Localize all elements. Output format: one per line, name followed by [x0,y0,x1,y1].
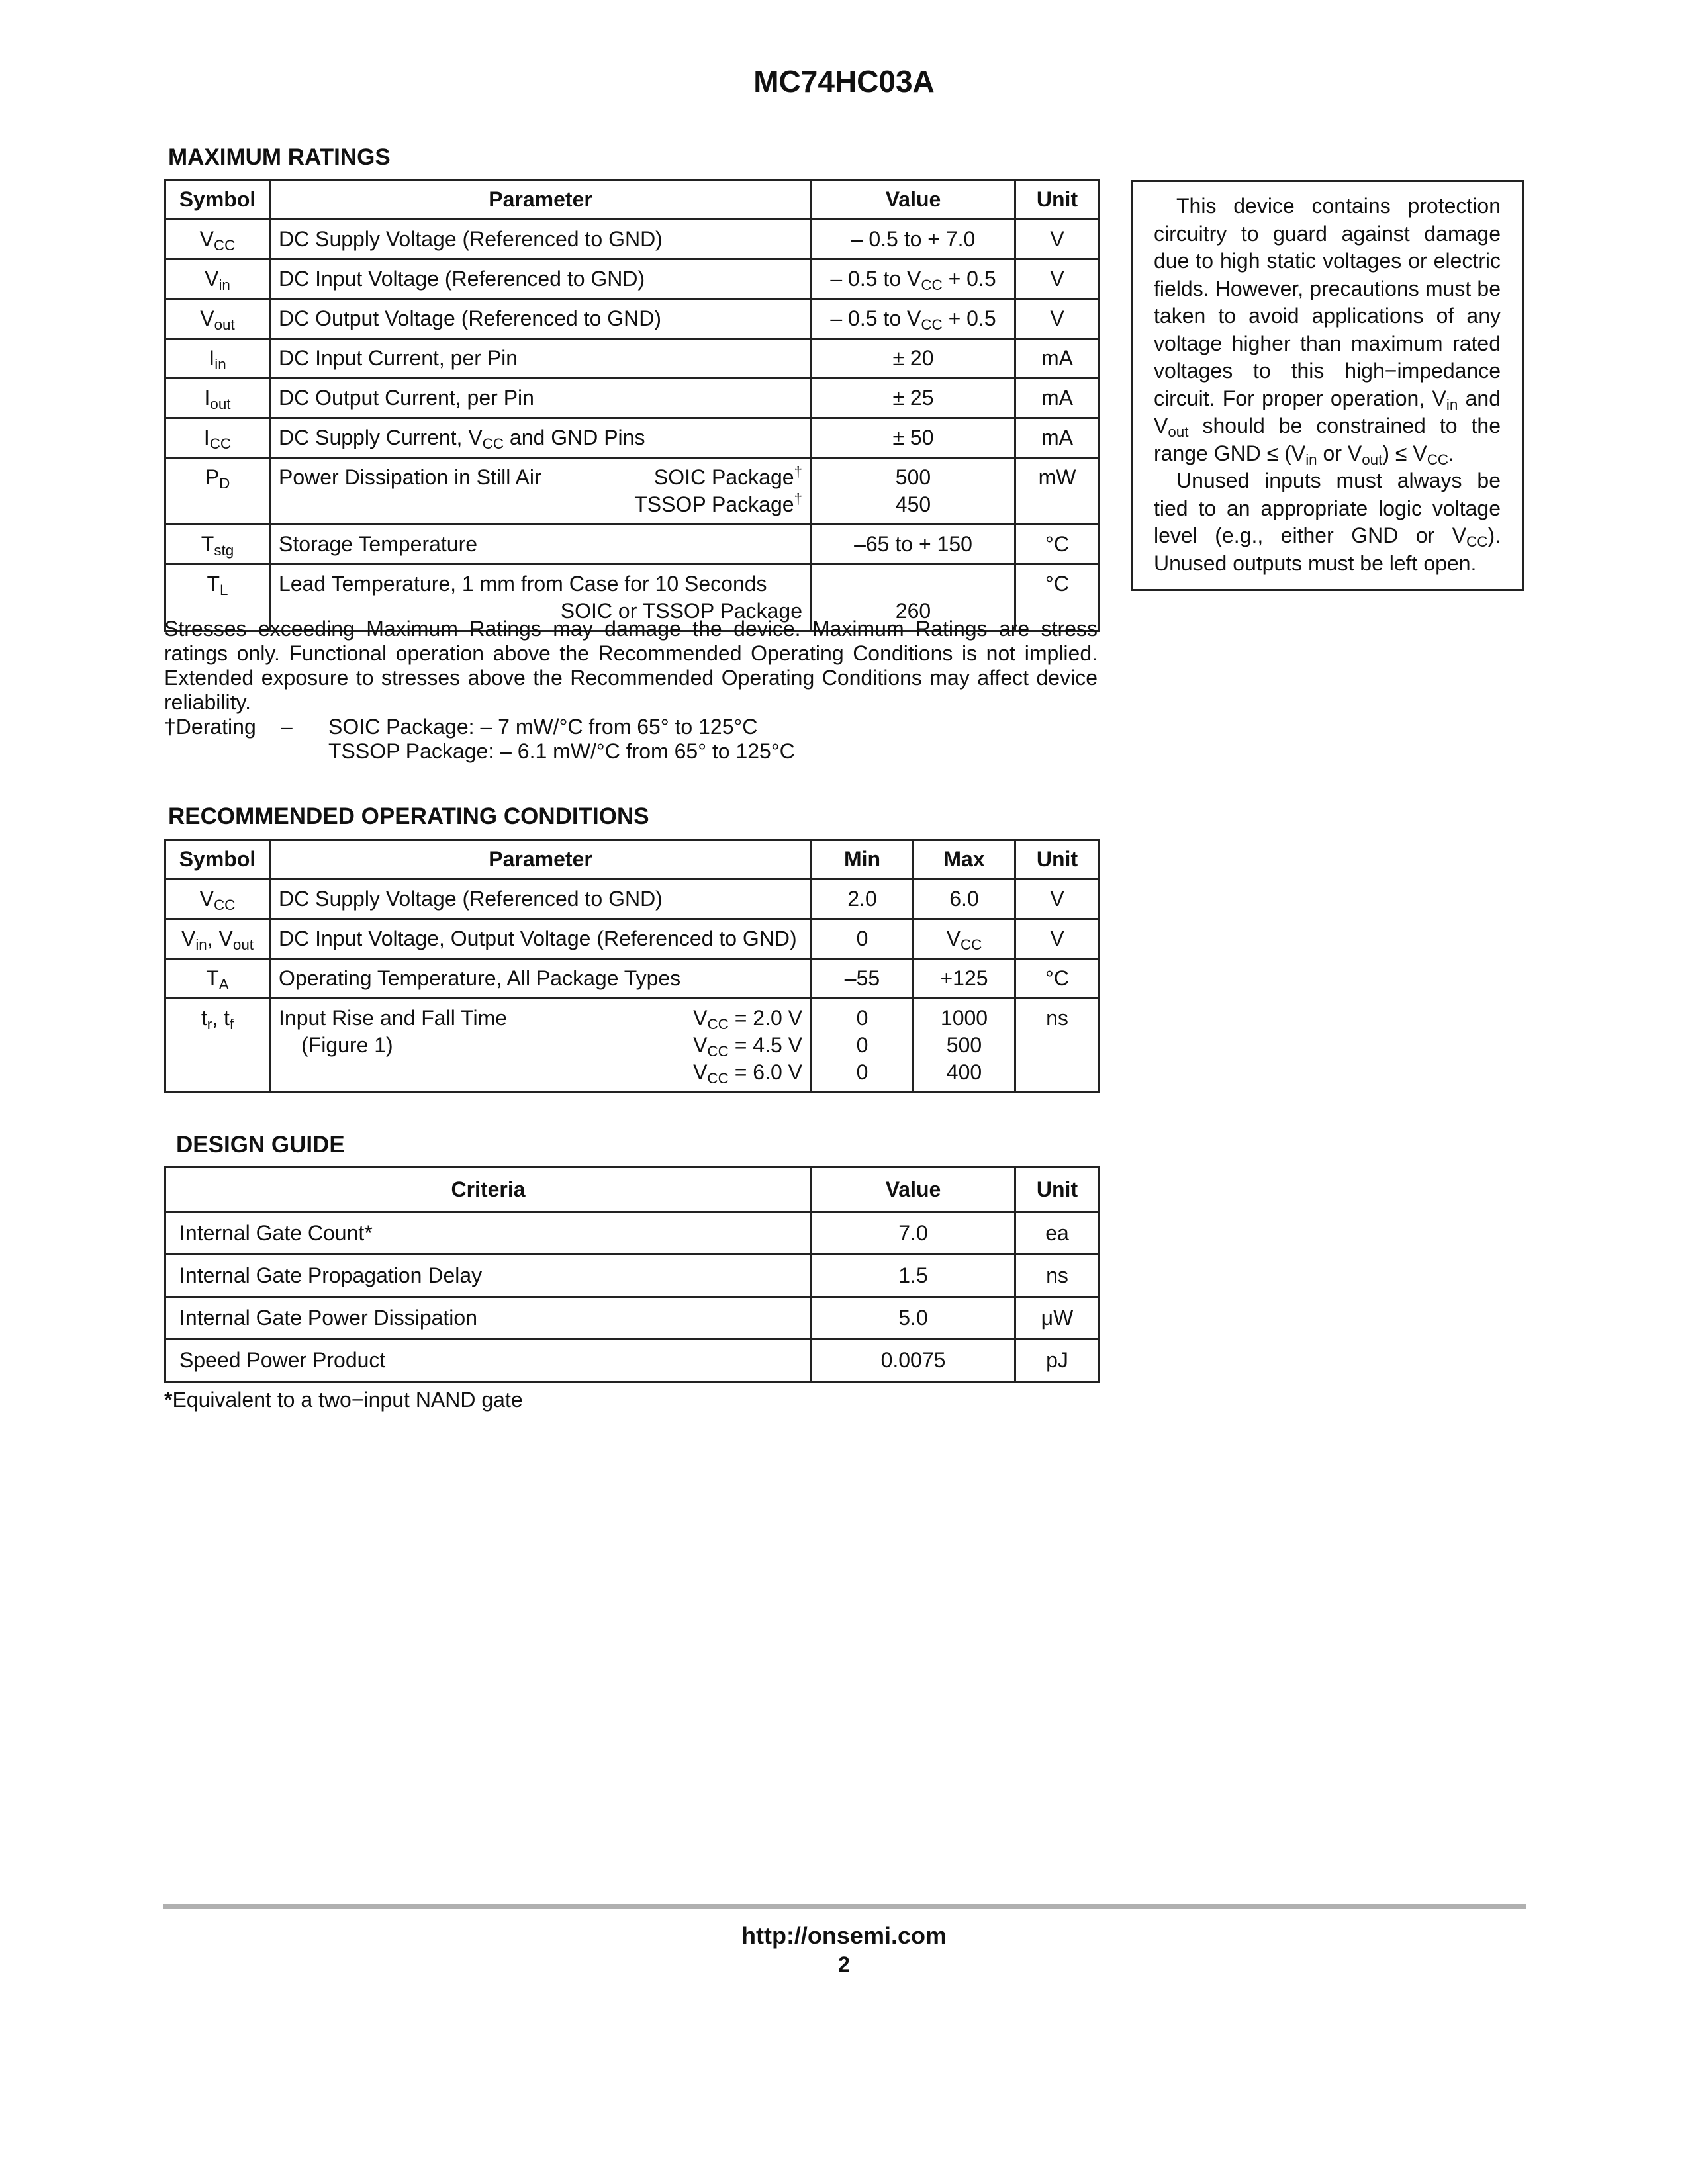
unit-cell: V [1015,259,1100,299]
stress-notes [164,617,1098,764]
table-header-row [165,1167,1100,1212]
parameter-cell: DC Output Voltage (Referenced to GND) [270,299,812,339]
max-ratings-table [164,179,1100,632]
column-header: Unit [1015,1167,1100,1212]
criteria-cell: Internal Gate Count* [165,1212,812,1255]
parameter-cell: DC Supply Current, $V_{CC}$ and GND Pins [270,418,812,458]
stress-note: Stresses exceeding Maximum Ratings may damage the device. Maximum Ratings are stress ratings only. Functional operation above the Recommended Operating Conditions is not implied. Extended exposure to stresses above the Recommended Operating Conditions may affect device reliability. [164,617,1098,714]
table-row [165,299,1100,339]
protection-notice-box [1131,180,1524,591]
protection-paragraph: This device contains protection circuitry to guard against damage due to high static voltages or electric fields. However, precautions must be taken to avoid applications of any voltage higher than maximum rated voltages to this high−impedance circuit. For proper operation, $V_{in}$ and $V_{out}$ should be constrained to the range GND ≤ ($V_{in}$ or $V_{out}) \le V_{CC}$. [1154,194,1501,468]
parameter-cell: DC Input Voltage, Output Voltage (Referenced to GND) [270,919,812,959]
value-cell: – 0.5 to + 7.0 [812,220,1015,259]
unit-cell: ea [1015,1212,1100,1255]
table-row [165,1297,1100,1340]
value-cell: 7.0 [812,1212,1015,1255]
unit-cell: mA [1015,418,1100,458]
symbol-cell: $V_{out}$ [165,299,270,339]
max-cell: $V_{CC}$ [914,919,1015,959]
symbol-cell: $T_A$ [165,959,270,999]
unit-cell: mA [1015,379,1100,418]
table-row [165,339,1100,379]
unit-cell: mA [1015,339,1100,379]
unit-cell: ns [1015,1255,1100,1297]
symbol-cell: $V_{CC}$ [165,220,270,259]
max-cell: +125 [914,959,1015,999]
unit-cell: ns [1015,999,1100,1093]
column-header: Value [812,180,1015,220]
table-row [165,959,1100,999]
derating-line: †Derating – SOIC Package: – 7 mW/°C from 65° to 125°C [164,715,758,739]
unit-cell: V [1015,299,1100,339]
column-header: Symbol [165,840,270,880]
column-header: Parameter [270,180,812,220]
parameter-cell: DC Input Voltage (Referenced to GND) [270,259,812,299]
unit-cell: °C [1015,565,1100,631]
table-row [165,379,1100,418]
table-row [165,458,1100,525]
table-row [165,418,1100,458]
symbol-cell: $I_{in}$ [165,339,270,379]
table-row [165,525,1100,565]
parameter-cell: Lead Temperature, 1 mm from Case for 10 Seconds SOIC or TSSOP Package [270,565,812,631]
value-cell: 1.5 [812,1255,1015,1297]
table-header-row [165,840,1100,880]
footer-url-link[interactable]: http://onsemi.com [741,1922,947,1949]
symbol-cell: $T_{stg}$ [165,525,270,565]
max-cell: 6.0 [914,880,1015,919]
parameter-cell: Operating Temperature, All Package Types [270,959,812,999]
recommended-conditions-title: RECOMMENDED OPERATING CONDITIONS [168,803,649,829]
design-guide-table [164,1166,1100,1383]
column-header: Value [812,1167,1015,1212]
value-cell: 500 450 [812,458,1015,525]
max-ratings-title: MAXIMUM RATINGS [168,144,391,170]
value-cell: ± 25 [812,379,1015,418]
design-guide-title: DESIGN GUIDE [176,1132,345,1158]
value-cell: ± 50 [812,418,1015,458]
column-header: Unit [1015,840,1100,880]
table-row [165,1212,1100,1255]
table-header-row [165,180,1100,220]
parameter-cell: DC Output Current, per Pin [270,379,812,418]
derating-line: TSSOP Package: – 6.1 mW/°C from 65° to 125°C [328,739,795,763]
page-number: 2 [838,1952,850,1976]
unit-cell: V [1015,220,1100,259]
min-cell: 2.0 [812,880,914,919]
table-row [165,220,1100,259]
value-cell: ± 20 [812,339,1015,379]
table-row [165,1340,1100,1382]
symbol-cell: $t_r$, $t_f$ [165,999,270,1093]
min-cell: –55 [812,959,914,999]
symbol-cell: $I_{CC}$ [165,418,270,458]
column-header: Min [812,840,914,880]
criteria-cell: Internal Gate Power Dissipation [165,1297,812,1340]
min-cell: 0 0 0 [812,999,914,1093]
table-row [165,1255,1100,1297]
page-title: MC74HC03A [753,64,935,99]
recommended-conditions-table [164,839,1100,1093]
symbol-cell: $T_L$ [165,565,270,631]
table-row [165,999,1100,1093]
column-header: Criteria [165,1167,812,1212]
unit-cell: °C [1015,959,1100,999]
design-guide-footnote: *Equivalent to a two−input NAND gate [164,1388,523,1412]
parameter-cell: DC Supply Voltage (Referenced to GND) [270,220,812,259]
unit-cell: V [1015,919,1100,959]
value-cell: –65 to + 150 [812,525,1015,565]
column-header: Parameter [270,840,812,880]
unit-cell: μW [1015,1297,1100,1340]
value-cell: 5.0 [812,1297,1015,1340]
parameter-cell: DC Supply Voltage (Referenced to GND) [270,880,812,919]
footer-divider [163,1904,1526,1909]
symbol-cell: $I_{out}$ [165,379,270,418]
value-cell: 0.0075 [812,1340,1015,1382]
table-row [165,919,1100,959]
value-cell: – 0.5 to $V_{CC} + 0.5$ [812,299,1015,339]
criteria-cell: Speed Power Product [165,1340,812,1382]
parameter-cell: Input Rise and Fall Time $V_{CC} = 2.0$ V (Figure 1) $V_{CC} = 4.5$ V $V_{CC} = 6.0$ V [270,999,812,1093]
max-cell: 1000 500 400 [914,999,1015,1093]
parameter-cell: Storage Temperature [270,525,812,565]
symbol-cell: $P_D$ [165,458,270,525]
unit-cell: V [1015,880,1100,919]
criteria-cell: Internal Gate Propagation Delay [165,1255,812,1297]
symbol-cell: $V_{in}$ [165,259,270,299]
parameter-cell: Power Dissipation in Still Air SOIC Package† TSSOP Package† [270,458,812,525]
parameter-cell: DC Input Current, per Pin [270,339,812,379]
value-cell: 260 [812,565,1015,631]
value-cell: – 0.5 to $V_{CC} + 0.5$ [812,259,1015,299]
unused-inputs-paragraph: Unused inputs must always be tied to an appropriate logic voltage level (e.g., either GND or $V_{CC}$). Unused outputs must be left open. [1154,469,1501,575]
unit-cell: °C [1015,525,1100,565]
unit-cell: mW [1015,458,1100,525]
table-row [165,259,1100,299]
symbol-cell: $V_{in}$, $V_{out}$ [165,919,270,959]
min-cell: 0 [812,919,914,959]
symbol-cell: $V_{CC}$ [165,880,270,919]
column-header: Max [914,840,1015,880]
table-row [165,880,1100,919]
column-header: Symbol [165,180,270,220]
column-header: Unit [1015,180,1100,220]
unit-cell: pJ [1015,1340,1100,1382]
